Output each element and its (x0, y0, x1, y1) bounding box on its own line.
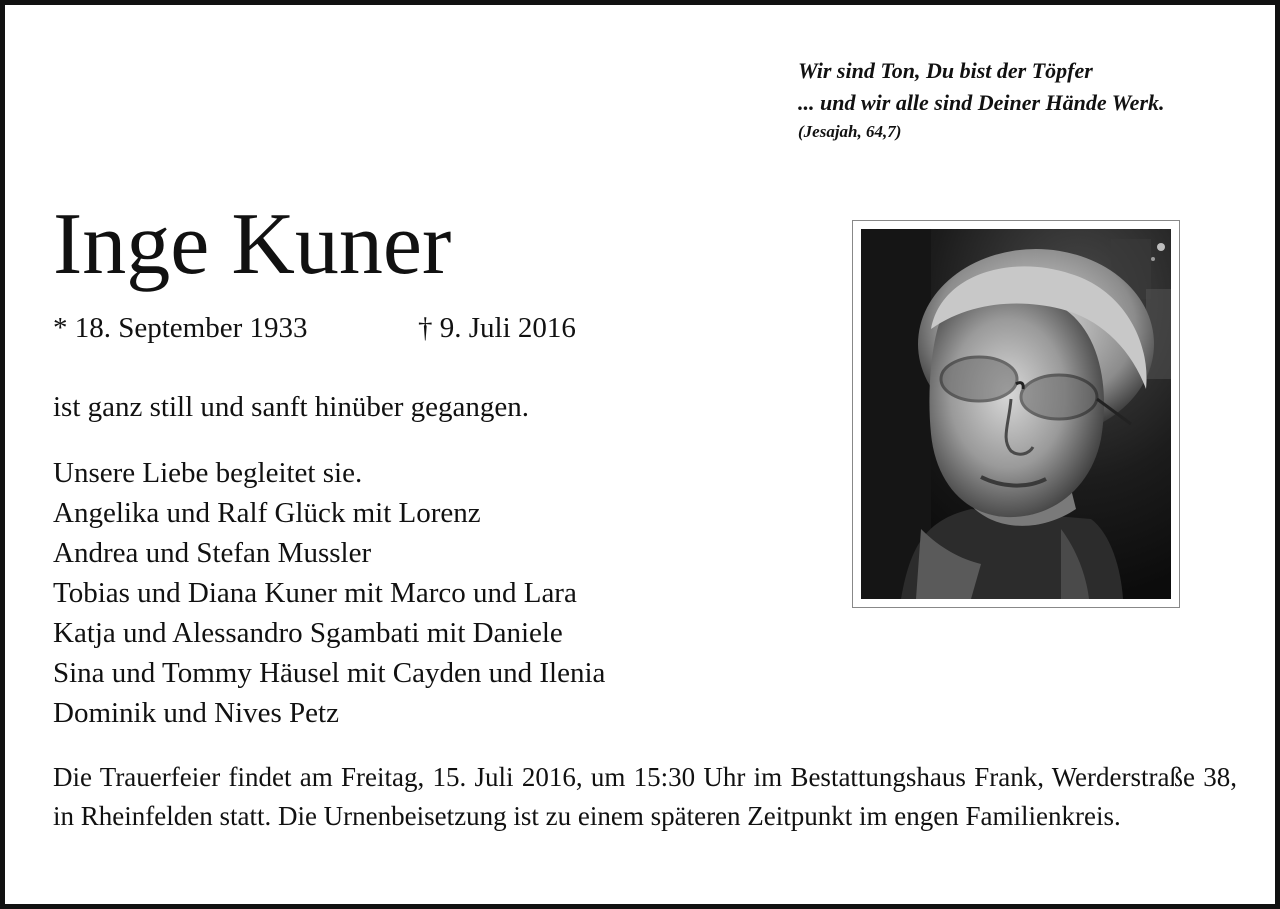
portrait-illustration (861, 229, 1171, 599)
deceased-name: Inge Kuner (53, 196, 452, 293)
mourner-line: Sina und Tommy Häusel mit Cayden und Ilenia (53, 657, 606, 689)
verse-line-1: Wir sind Ton, Du bist der Töpfer (798, 58, 1093, 83)
portrait-photo (861, 229, 1171, 599)
mourner-line: Dominik und Nives Petz (53, 697, 339, 729)
verse-reference: (Jesajah, 64,7) (798, 122, 902, 141)
service-announcement: Die Trauerfeier findet am Freitag, 15. Juli 2016, um 15:30 Uhr im Bestattungshaus Frank, Werderstraße 38, in Rheinfelden statt. Die Urnenbeisetzung ist zu einem späteren Zeitpunkt im engen Familienkreis. (53, 762, 1237, 831)
mourner-line: Unsere Liebe begleitet sie. (53, 457, 363, 489)
mourner-line: Andrea und Stefan Mussler (53, 537, 372, 569)
death-date: † 9. Juli 2016 (418, 312, 576, 344)
portrait-frame (852, 220, 1180, 608)
mourners-list (53, 453, 605, 733)
birth-date: * 18. September 1933 (53, 312, 308, 344)
mourner-line: Angelika und Ralf Glück mit Lorenz (53, 497, 481, 529)
life-dates (53, 308, 576, 348)
passing-text: ist ganz still und sanft hinüber gegangen. (53, 391, 529, 423)
mourner-line: Katja und Alessandro Sgambati mit Daniele (53, 617, 563, 649)
bible-verse (798, 55, 1165, 145)
mourner-line: Tobias und Diana Kuner mit Marco und Lara (53, 577, 577, 609)
verse-line-2: ... und wir alle sind Deiner Hände Werk. (798, 90, 1165, 115)
